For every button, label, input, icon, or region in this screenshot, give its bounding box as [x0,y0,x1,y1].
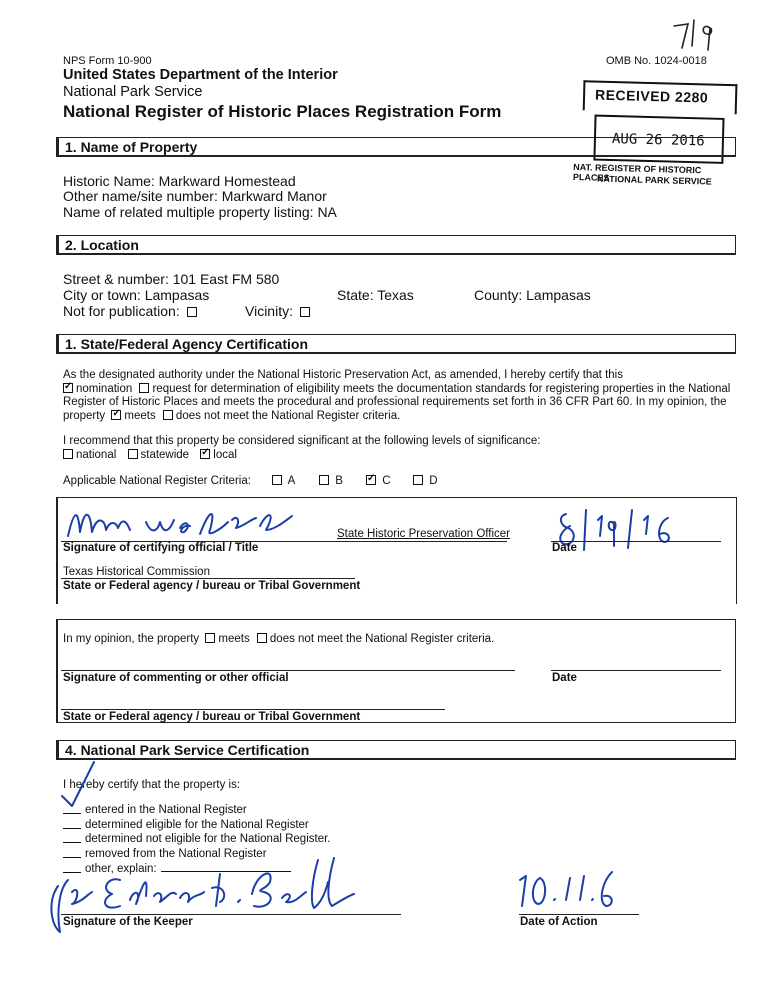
other-name: Other name/site number: Markward Manor [63,188,327,204]
cert-line-4 [63,410,733,424]
opinion-meets-label: meets [218,633,250,645]
multiple-listing: Name of related multiple property listing: NA [63,204,337,220]
statewide-label: statewide [140,449,190,461]
date-label-certifying: Date [552,542,577,554]
option-other-label: other, explain: [85,863,157,875]
criterion-c [366,475,391,489]
keeper-signature-label: Signature of the Keeper [63,916,193,928]
criterion-b-label: B [335,475,343,487]
option-eligible-blank [63,818,81,829]
action-date-handwritten [512,866,622,914]
cert-line-1: As the designated authority under the National Historic Preservation Act, as amended, I hereby certify that this [63,369,623,381]
significance-levels [63,449,237,463]
section-title: 2. Location [65,237,139,253]
not-meet-label: does not meet the National Register criteria. [175,409,401,422]
county: County: Lampasas [474,287,591,303]
keeper-checkmark [58,760,98,810]
property-label: property [63,409,106,422]
option-entered[interactable] [63,803,330,818]
criterion-d-label: D [429,475,438,487]
certifying-date-handwritten [556,506,696,552]
section-nps-certification [56,740,736,760]
section-agency-certification [56,334,736,354]
criterion-b [319,475,343,489]
section-name-of-property [56,137,736,157]
official-title: State Historic Preservation Officer [337,528,510,540]
nomination-label: nomination [76,382,133,395]
not-for-publication-label: Not for publication: [63,303,180,319]
stamp-received: RECEIVED 2280 [594,86,709,106]
signature-certifying-label: Signature of certifying official / Title [63,542,259,554]
agency-label-commenting: State or Federal agency / bureau or Tribal Government [63,711,361,723]
criterion-a [272,475,295,489]
opinion-not-meet-label: does not meet the National Register criteria. [269,633,495,645]
local-label: local [213,449,237,461]
criterion-c-checkbox[interactable] [366,475,376,485]
department-name: United States Department of the Interior [63,67,338,83]
nomination-checkbox[interactable] [63,383,73,393]
not-for-publication-checkbox[interactable] [187,307,197,317]
option-removed-label: removed from the National Register [85,847,267,860]
signature-commenting-label: Signature of commenting or other official [63,672,289,684]
service-name: National Park Service [63,84,203,100]
agency-label-certifying: State or Federal agency / bureau or Tribal Government [63,580,361,592]
state: State: Texas [337,287,414,303]
criteria-label: Applicable National Register Criteria: [63,475,251,487]
meets-checkbox[interactable] [111,410,121,420]
request-label: request for determination of eligibility meets the documentation standards for registering properties in the National [152,382,731,395]
cert-line-2 [63,383,733,397]
option-not-eligible[interactable] [63,832,330,847]
historic-name: Historic Name: Markward Homestead [63,173,296,189]
option-eligible[interactable] [63,818,330,833]
city-town: City or town: Lampasas [63,287,210,303]
form-number: NPS Form 10-900 [63,55,152,67]
national-label: national [76,449,117,461]
recommend-text: I recommend that this property be considered significant at the following levels of significance: [63,435,541,447]
agency-value: Texas Historical Commission [63,566,210,578]
certification-paragraph [63,369,733,423]
statewide-checkbox[interactable] [128,449,138,459]
section-title: 1. Name of Property [65,139,198,155]
stamp-date: AUG 26 2016 [611,131,705,150]
request-checkbox[interactable] [139,383,149,393]
vicinity-label: Vicinity: [245,303,293,319]
opinion-text [63,633,494,647]
option-entered-label: entered in the National Register [85,804,247,816]
not-for-publication [63,303,200,319]
criterion-d [413,475,438,489]
date-of-action-label: Date of Action [520,916,598,928]
stamp-line1: NAT. REGISTER OF HISTORIC PLACES [572,162,702,183]
option-not-eligible-label: determined not eligible for the National Register. [85,833,331,845]
form-title: National Register of Historic Places Registration Form [63,102,502,121]
opinion-not-meet-checkbox[interactable] [257,633,267,643]
date-label-commenting: Date [552,672,577,684]
national-checkbox[interactable] [63,449,73,459]
cert-line-3: Register of Historic Places and meets the procedural and professional requirements set forth in 36 CFR Part 60. In my opinion, the [63,396,727,408]
street-number: Street & number: 101 East FM 580 [63,271,280,287]
criterion-a-label: A [287,475,296,487]
meets-label: meets [124,409,156,422]
opinion-meets-checkbox[interactable] [205,633,215,643]
section-location [56,235,736,255]
omb-number: OMB No. 1024-0018 [606,55,707,67]
section-title: 4. National Park Service Certification [65,742,310,758]
option-eligible-label: determined eligible for the National Register [85,818,309,831]
vicinity [245,303,313,319]
vicinity-checkbox[interactable] [300,307,310,317]
stamp-line2: NATIONAL PARK SERVICE [596,173,712,187]
criterion-a-checkbox[interactable] [272,475,282,485]
not-meet-checkbox[interactable] [163,410,173,420]
section-title: 1. State/Federal Agency Certification [65,336,308,352]
keeper-certify-text: I hereby certify that the property is: [63,779,241,791]
option-not-eligible-blank [63,832,81,843]
handwritten-page-number [670,16,720,52]
criterion-c-label: C [382,475,391,487]
criterion-d-checkbox[interactable] [413,475,423,485]
opinion-label: In my opinion, the property [63,633,200,645]
criterion-b-checkbox[interactable] [319,475,329,485]
local-checkbox[interactable] [200,449,210,459]
